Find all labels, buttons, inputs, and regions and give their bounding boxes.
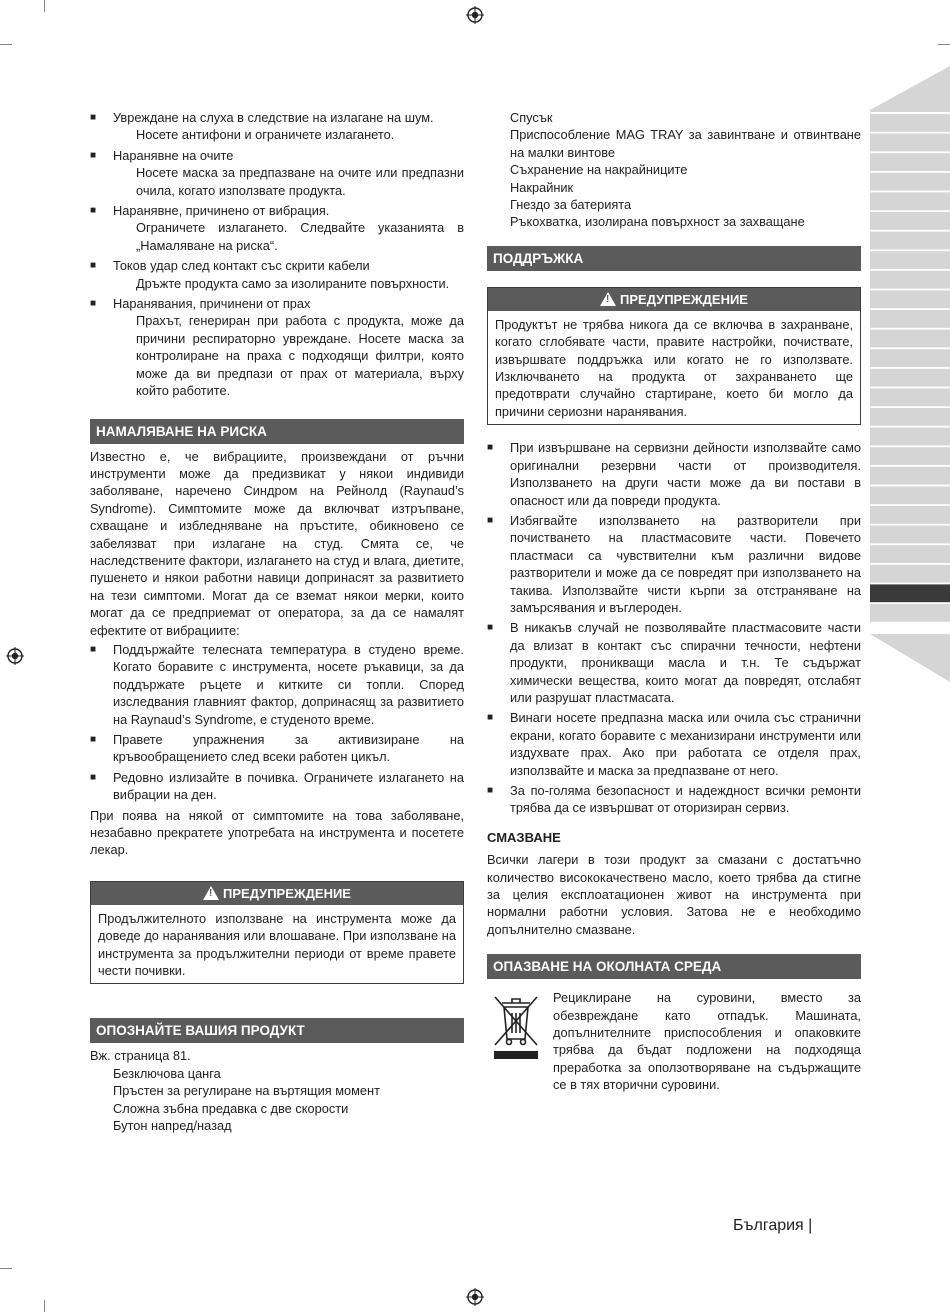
tab-row [870, 604, 950, 622]
list-item: ■ В никакъв случай не позволявайте пластмасовите части да влизат в контакт със спирачни течности, нефтени продукти, проникващи масла и т.н. Те съдържат химически вещества, които могат да повредят, отслабят или разрушат пластмасата. [487, 620, 861, 705]
list-item: ■ Наранявания, причинени от прах Прахът, генериран при работа с продукта, може да причини респираторно увреждане. Носете маска за контролиране на праха с подходящи филтри, която може да ви предпази от прах от материала, върху който работите. [90, 296, 464, 399]
environment-block [487, 989, 861, 1093]
list-item: ■ Правете упражнения за активизиране на кръвообращението след всеки работен цикъл. [90, 732, 464, 765]
section-heading-risk: НАМАЛЯВАНЕ НА РИСКА [90, 419, 464, 444]
bullet-square-icon: ■ [90, 260, 97, 272]
list-item: ■ За по-голяма безопасност и надеждност всички ремонти трябва да се извършват от оторизиран сервиз. [487, 783, 861, 816]
tab-row [870, 506, 950, 524]
tab-row [870, 153, 950, 171]
list-item: Спусък [510, 110, 553, 125]
tab-row [870, 408, 950, 426]
left-column [90, 109, 464, 1135]
lubrication-text: Всички лагери в този продукт за смазани с достатъчно количество висококачествено масло, което трябва да стигне за целия експлоатационен живот на инструмента при нормални работни условия. Затова не е необходимо допълнително смазване. [487, 852, 861, 937]
tab-row [870, 369, 950, 387]
list-item: ■ Наранявне, причинено от вибрация. Ограничете излагането. Следвайте указанията в „Намаляване на риска“. [90, 203, 464, 253]
warning-heading: ! ПРЕДУПРЕЖДЕНИЕ [488, 288, 860, 311]
tab-row [870, 251, 950, 269]
warning-text: Продължителното използване на инструмента може да доведе до наранявания или влошаване. При използване на инструмента за продължителни периоди от време правете чести почивки. [98, 910, 456, 979]
risk-outro: При поява на някой от симптомите на това заболяване, незабавно прекратете употребата на инструмента и посетете лекар. [90, 807, 464, 858]
product-parts-list-cont [487, 109, 861, 231]
list-item: ■ Увреждане на слуха в следствие на излагане на шум. Носете антифони и ограничете излагането. [90, 110, 434, 143]
list-item: ■ Токов удар след контакт със скрити кабели Дръжте продукта само за изолираните повърхности. [90, 258, 450, 291]
list-item: Сложна зъбна предавка с две скорости [113, 1100, 349, 1116]
tab-row [870, 212, 950, 230]
list-item: Пръстен за регулиране на въртящия момент [113, 1083, 380, 1099]
bullet-square-icon: ■ [90, 298, 97, 310]
registration-mark-icon [466, 6, 484, 24]
tab-row [870, 232, 950, 250]
tab-row [870, 388, 950, 406]
bullet-square-icon: ■ [90, 205, 97, 217]
product-parts-list [90, 1065, 464, 1135]
list-item: ■ При извършване на сервизни дейности използвайте само оригинални резервни части от производителя. Използването на други части може да ви постави в опасност или да повреди продукта. [487, 440, 861, 508]
tab-row [870, 565, 950, 583]
tab-row [870, 310, 950, 328]
language-tab-strip [870, 66, 950, 682]
section-heading-environment: ОПАЗВАНЕ НА ОКОЛНАТА СРЕДА [487, 954, 861, 979]
list-item: Гнездо за батерията [510, 197, 632, 213]
list-item: ■ Наранявне на очите Носете маска за предпазване на очите или предпазни очила, когато използвате продукта. [90, 147, 464, 198]
bullet-square-icon: ■ [90, 112, 97, 123]
tab-row [870, 349, 950, 367]
warning-box [487, 287, 861, 425]
crop-line [44, 0, 45, 12]
tab-row [870, 173, 950, 191]
crossed-out-bin-icon [487, 989, 545, 1061]
list-item: Съхранение на накрайниците [510, 162, 688, 178]
section-heading-maintenance: ПОДДРЪЖКА [487, 246, 861, 271]
warning-heading: ! ПРЕДУПРЕЖДЕНИЕ [91, 882, 463, 905]
tab-row [870, 467, 950, 485]
crop-line [0, 44, 12, 45]
right-column [487, 109, 861, 1094]
list-item: ■ Винаги носете предпазна маска или очила със странични екрани, когато боравите с механизирани инструменти или издухвате прах. Ако при работата се отделя прах, използвайте и маска за предпазване от него. [487, 710, 861, 778]
list-item: Ръкохватка, изолирана повърхност за захващане [510, 214, 805, 230]
bullet-square-icon: ■ [487, 785, 494, 796]
crop-line [938, 44, 950, 45]
tab-row [870, 428, 950, 446]
tab-row [870, 526, 950, 544]
warning-box [90, 881, 464, 985]
tab-row [870, 447, 950, 465]
risk-intro: Известно е, че вибрациите, произвеждани от ръчни инструменти може да предизвикат у някои индивиди заболяване, наречено Синдром на Рейнолд (Raynaud’s Syndrome). Симптомите може да включват изтръпване, схващане и избледняване на пръстите, обикновено се забелязват при излагане на студ. Смята се, че наследствените фактори, излагането на студ и влага, диетите, пушенето и някои работни навици допринасят за развитието на тези симптоми. Могат да се вземат някои мерки, които могат да се предприемат от оператора, за да се намалят ефектите от вибрациите: [90, 448, 464, 638]
tab-row [870, 330, 950, 348]
bullet-square-icon: ■ [487, 712, 494, 724]
list-item: ■ Избягвайте използването на разтворители при почистването на пластмасовите части. Повечето пластмаси са чувствителни към различни видове разтворители и може да се повредят при използването на такива. Използвайте чисти кърпи за отстраняване на замърсявания и въглероден. [487, 512, 861, 615]
registration-mark-icon [6, 647, 24, 665]
tab-row [870, 486, 950, 504]
tab-row [870, 114, 950, 132]
environment-text: Рециклиране на суровини, вместо за обезвреждане като отпадък. Машината, допълнителните приспособления и опаковките трябва да бъдат подложени на подходяща преработка за оползотворяване на съдържащите се в тях вторични суровини. [553, 990, 861, 1093]
hazard-list [90, 109, 464, 400]
bullet-square-icon: ■ [90, 643, 97, 655]
tab-row [870, 192, 950, 210]
tab-row [870, 134, 950, 152]
tab-row [870, 545, 950, 563]
list-item: ■ Редовно излизайте в почивка. Ограничете излагането на вибрации на ден. [90, 769, 464, 803]
lubrication-heading: СМАЗВАНЕ [487, 829, 561, 845]
bullet-square-icon: ■ [487, 622, 494, 634]
list-item: Накрайник [510, 179, 574, 195]
crop-line [0, 1268, 12, 1269]
warning-triangle-icon: ! [203, 886, 219, 900]
bullet-square-icon: ■ [90, 734, 97, 745]
crop-line [44, 1300, 45, 1312]
bullet-square-icon: ■ [90, 149, 97, 161]
page-reference: Вж. страница 81. [90, 1048, 191, 1064]
bullet-square-icon: ■ [90, 771, 97, 783]
warning-text: Продуктът не трябва никога да се включва в захранване, когато сглобявате части, правите настройки, почиствате, извършвате поддръжка или когато не го използвате. Изключването на продукта от захранването ще предотврати случайно стартиране, което би могло да причини сериозни наранявания. [495, 316, 853, 419]
list-item: Приспособление MAG TRAY за завинтване и отвинтване на малки винтове [510, 127, 861, 160]
tab-row-active [870, 584, 950, 602]
warning-triangle-icon: ! [600, 292, 616, 306]
bullet-square-icon: ■ [487, 514, 494, 526]
list-item: ■ Поддържайте телесната температура в студено време. Когато боравите с инструмента, носете ръкавици, за да поддържате ръцете и китките си топли. Според изследвания главният фактор, допринасящ за развитието на Raynaud’s Syndrome, е студеното време. [90, 641, 464, 727]
registration-mark-icon [466, 1288, 484, 1306]
list-item: Безключова цанга [113, 1065, 221, 1081]
tab-row [870, 290, 950, 308]
footer-language-label: България | [733, 1217, 813, 1234]
section-heading-product: ОПОЗНАЙТЕ ВАШИЯ ПРОДУКТ [90, 1018, 464, 1043]
list-item: Бутон напред/назад [113, 1118, 232, 1134]
bullet-square-icon: ■ [487, 442, 494, 454]
tab-row [870, 271, 950, 289]
